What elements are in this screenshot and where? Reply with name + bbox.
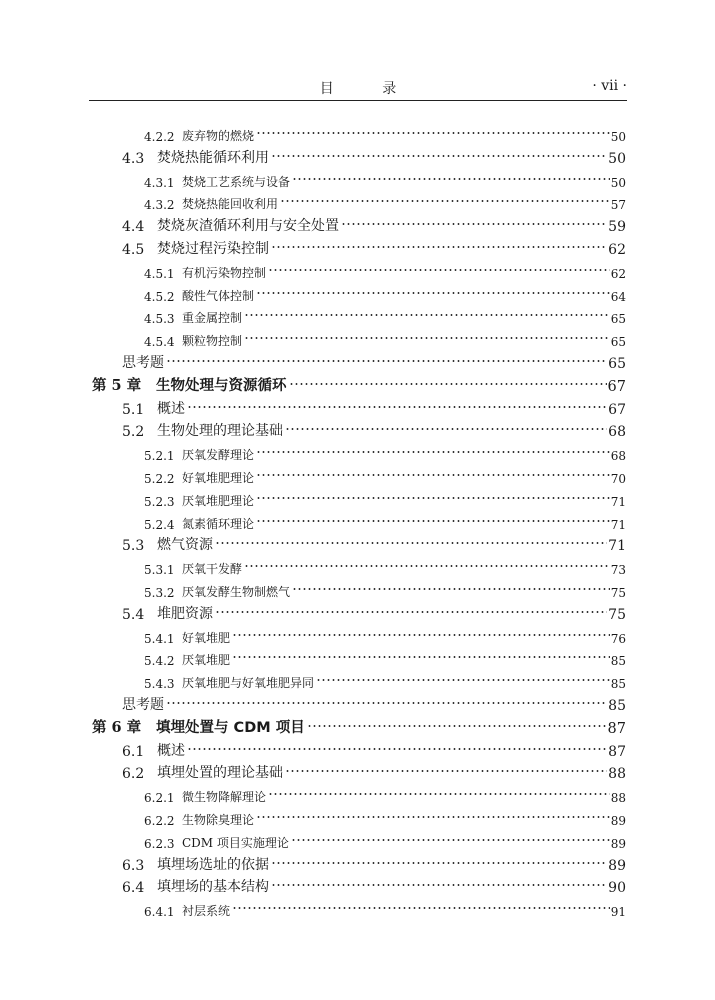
toc-entry-number: 4.4 [122, 219, 145, 236]
toc-entry-page: 65 [610, 335, 626, 350]
toc-entry-page: 68 [610, 449, 626, 464]
toc-entry-page: 71 [610, 494, 626, 509]
toc-entry-title: 填埋处置与 CDM 项目 [156, 719, 305, 736]
toc-entry-number: 6.4 [122, 880, 145, 897]
toc-entry [144, 441, 626, 463]
toc-entry [144, 806, 626, 828]
dot-leader [292, 172, 610, 186]
toc-entry-number: 5.4.2 [144, 654, 175, 669]
toc-entry-title: CDM 项目实施理论 [182, 835, 289, 850]
dot-leader [256, 468, 610, 482]
dot-leader [232, 650, 610, 664]
toc-entry-number: 6.1 [122, 743, 145, 760]
dot-leader [187, 400, 607, 414]
toc-entry-number: 5.1 [122, 401, 145, 418]
toc-entry [144, 646, 626, 668]
toc-entry [122, 418, 626, 440]
toc-entry-title: 颗粒物控制 [182, 334, 243, 349]
dot-leader [341, 217, 607, 231]
dot-leader [166, 354, 607, 368]
toc-entry-title: 填埋场选址的依据 [157, 856, 269, 873]
toc-entry [144, 464, 626, 486]
toc-entry-number: 4.5.1 [144, 266, 175, 281]
toc-entry-page: 71 [610, 517, 626, 532]
toc-entry-number: 5.2.1 [144, 449, 175, 464]
toc-entry-title: 衬层系统 [182, 904, 231, 919]
toc-entry-number: 5.2 [122, 424, 145, 441]
dot-leader [271, 240, 607, 254]
toc-entry-number: 5.3.2 [144, 586, 175, 600]
toc-entry-title: 好氧堆肥 [182, 630, 231, 645]
toc-entry [144, 304, 626, 326]
toc-entry-title: 概述 [157, 400, 185, 417]
dot-leader [166, 696, 607, 710]
toc-entry [122, 532, 626, 554]
toc-entry [122, 145, 626, 167]
toc-entry-title: 厌氧堆肥与好氧堆肥异同 [182, 676, 315, 691]
toc-entry-title: 生物处理的理论基础 [157, 423, 283, 440]
toc-entry-number: 6.4.1 [144, 905, 175, 920]
dot-leader [268, 263, 610, 277]
toc-entry [144, 259, 626, 281]
dot-leader [285, 764, 607, 778]
toc-entry-page: 73 [610, 563, 626, 578]
dot-leader [285, 422, 607, 436]
toc-entry-number: 4.3.2 [144, 198, 175, 213]
toc-entry [122, 692, 626, 714]
dot-leader [256, 126, 610, 140]
toc-entry-number: 5.4.1 [144, 631, 175, 646]
toc-entry-page: 62 [608, 242, 626, 258]
toc-entry-page: 59 [608, 219, 626, 236]
dot-leader [271, 149, 607, 163]
toc-entry-title: 填埋场的基本结构 [157, 879, 269, 896]
toc-entry-page: 76 [610, 631, 626, 646]
toc-entry-title: 焚烧灰渣循环利用与安全处置 [157, 218, 339, 235]
toc-entry [122, 396, 626, 418]
toc-entry-number: 4.2.2 [144, 130, 175, 144]
toc-entry-page: 67 [608, 401, 626, 418]
dot-leader [256, 810, 610, 824]
toc-entry [122, 350, 626, 372]
toc-entry-title: 焚烧热能回收利用 [182, 197, 279, 212]
toc-entry-number: 6.2.2 [144, 814, 175, 828]
toc-entry [144, 122, 626, 144]
dot-leader [244, 331, 610, 345]
toc-entry [144, 168, 626, 190]
dot-leader [271, 878, 607, 892]
toc-entry [144, 510, 626, 532]
toc-entry-number: 5.3 [122, 538, 145, 555]
toc-entry-number: 5.4.3 [144, 677, 175, 692]
toc-entry-title: 氮素循环理论 [182, 516, 255, 531]
dot-leader [291, 833, 610, 847]
toc-entry-page: 90 [608, 880, 626, 897]
dot-leader [307, 719, 607, 733]
toc-entry-number: 4.5.2 [144, 289, 175, 304]
toc-entry-title: 厌氧堆肥 [182, 653, 231, 668]
dot-leader [292, 582, 610, 596]
toc-entry-page: 57 [610, 198, 626, 213]
toc-entry-title: 堆肥资源 [157, 605, 213, 622]
toc-entry-page: 87 [607, 720, 626, 737]
toc-entry-page: 62 [610, 266, 626, 281]
toc-entry-page: 75 [610, 586, 626, 600]
toc-entry-page: 89 [608, 857, 626, 874]
dot-leader [268, 787, 610, 801]
toc-entry-page: 85 [608, 698, 626, 714]
toc-entry-title: 有机污染物控制 [182, 265, 267, 280]
toc-entry-page: 70 [610, 472, 626, 486]
toc-entry-number: 6.2.1 [144, 791, 175, 806]
toc-entry [122, 213, 626, 235]
toc-entry-title: 燃气资源 [157, 537, 213, 554]
toc-entry-page: 85 [610, 654, 626, 669]
toc-entry-title: 酸性气体控制 [182, 288, 255, 303]
toc-entry-page: 87 [608, 743, 626, 760]
dot-leader [289, 377, 607, 391]
toc-entry-number: 4.5.3 [144, 312, 175, 327]
toc-entry-page: 67 [607, 378, 626, 395]
dot-leader [280, 194, 610, 208]
toc-entry-title: 厌氧发酵生物制燃气 [182, 585, 291, 599]
toc-entry-number: 5.3.1 [144, 563, 175, 578]
toc-entry-page: 89 [610, 814, 626, 828]
dot-leader [256, 514, 610, 528]
toc-entry-title: 思考题 [122, 355, 164, 371]
toc-entry [122, 852, 626, 874]
dot-leader [244, 559, 610, 573]
toc-entry-number: 4.5 [122, 242, 145, 258]
toc-entry [122, 601, 626, 623]
toc-entry-page: 75 [608, 606, 626, 623]
toc-entry [144, 487, 626, 509]
toc-entry-title: 厌氧干发酵 [182, 562, 243, 577]
toc-entry-title: 焚烧工艺系统与设备 [182, 174, 291, 189]
toc-entry-title: 焚烧过程污染控制 [157, 241, 269, 257]
toc-entry-number: 5.4 [122, 606, 145, 623]
toc-entry-page: 50 [608, 150, 626, 167]
toc-entry-page: 68 [608, 424, 626, 441]
toc-entry-number: 4.3 [122, 150, 145, 167]
toc-entry [122, 760, 626, 782]
toc-entry-title: 填埋处置的理论基础 [157, 765, 283, 782]
toc-entry-title: 重金属控制 [182, 311, 243, 326]
toc-entry [144, 829, 626, 851]
toc-entry [122, 738, 626, 760]
toc-entry-number: 5.2.2 [144, 472, 175, 486]
dot-leader [256, 286, 610, 300]
toc-entry [144, 327, 626, 349]
toc-entry-page: 85 [610, 677, 626, 692]
dot-leader [232, 628, 610, 642]
toc-entry-page: 88 [608, 766, 626, 783]
toc-entry-page: 88 [610, 791, 626, 806]
toc-entry [144, 578, 626, 600]
header-title: 目 录 [319, 81, 419, 97]
toc-entry [92, 373, 626, 395]
toc-entry [144, 897, 626, 919]
toc-entry [144, 783, 626, 805]
dot-leader [256, 445, 610, 459]
toc-entry [144, 669, 626, 691]
dot-leader [187, 742, 607, 756]
toc-entry-page: 50 [610, 175, 626, 190]
toc-entry-title: 废弃物的燃烧 [182, 129, 255, 143]
toc-entry-number: 4.5.4 [144, 335, 175, 350]
dot-leader [215, 605, 607, 619]
toc-entry-number: 5.2.4 [144, 517, 175, 532]
toc-entry-page: 65 [610, 312, 626, 327]
toc-entry [122, 874, 626, 896]
toc-entry-page: 71 [608, 538, 626, 555]
toc-entry [144, 282, 626, 304]
toc-entry-title: 思考题 [122, 697, 164, 713]
toc-entry-number: 第 5 章 [92, 376, 142, 394]
toc-entry-page: 65 [608, 356, 626, 372]
dot-leader [244, 308, 610, 322]
dot-leader [271, 856, 607, 870]
toc-entry-title: 好氧堆肥理论 [182, 471, 255, 485]
toc-entry-title: 厌氧发酵理论 [182, 448, 255, 463]
toc-entry-title: 微生物降解理论 [182, 790, 267, 805]
toc-entry-title: 生物处理与资源循环 [156, 377, 287, 394]
dot-leader [232, 901, 610, 915]
toc-entry-number: 6.3 [122, 857, 145, 874]
running-header [89, 78, 627, 101]
toc-entry-number: 6.2.3 [144, 836, 175, 851]
toc-entry-title: 概述 [157, 742, 185, 759]
dot-leader [256, 491, 610, 505]
toc-entry-page: 50 [610, 130, 626, 144]
toc-entry [122, 236, 626, 258]
toc-entry-number: 第 6 章 [92, 718, 142, 736]
toc-entry [144, 624, 626, 646]
toc-entry-title: 生物除臭理论 [182, 813, 255, 827]
toc-entry [144, 555, 626, 577]
dot-leader [316, 673, 610, 687]
toc-entry-page: 64 [610, 289, 626, 304]
toc-entry-number: 6.2 [122, 766, 145, 783]
dot-leader [215, 536, 607, 550]
toc-entry-number: 4.3.1 [144, 175, 175, 190]
toc-entry-page: 89 [610, 836, 626, 851]
toc-entry-number: 5.2.3 [144, 494, 175, 509]
header-page-number: · vii · [592, 78, 627, 94]
toc-entry-title: 厌氧堆肥理论 [182, 493, 255, 508]
toc-entry-title: 焚烧热能循环利用 [157, 149, 269, 166]
toc-entry [92, 715, 626, 737]
toc-entry-page: 91 [610, 905, 626, 920]
toc-entry [144, 190, 626, 212]
